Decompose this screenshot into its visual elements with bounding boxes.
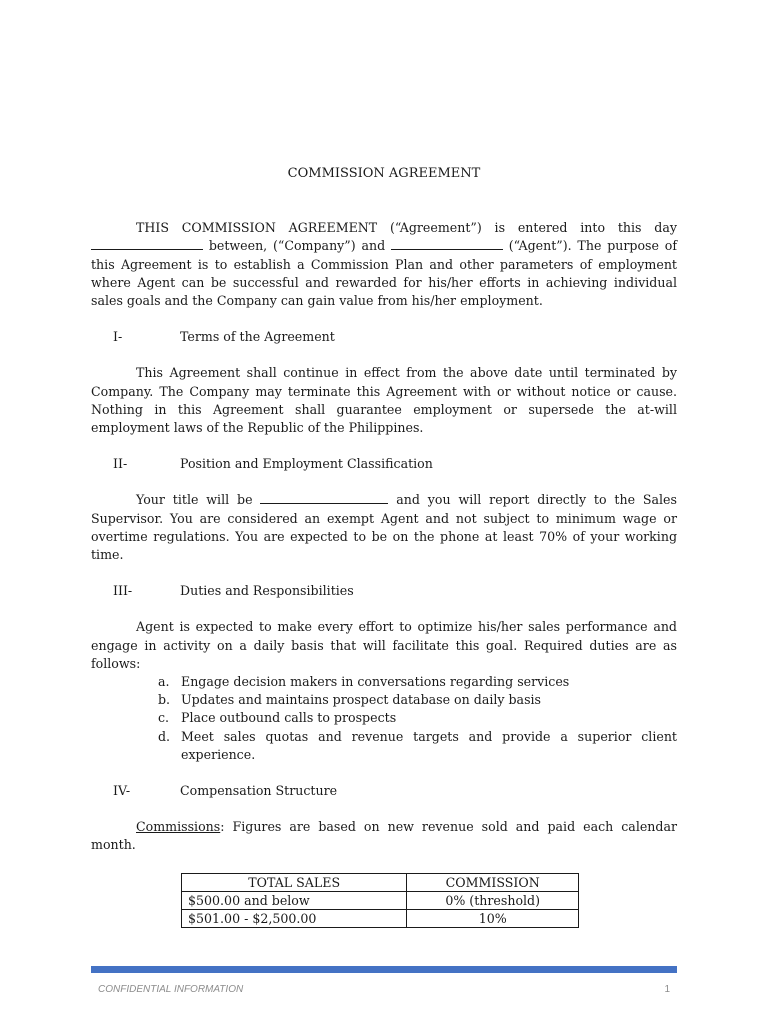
agent-name-blank: [391, 237, 503, 250]
list-item: [158, 691, 677, 709]
section-number: II-: [113, 456, 128, 472]
title-blank: [260, 491, 388, 504]
section-2-text-2: and you will report directly to the Sales Supervisor. You are considered an exempt Agent and not subject to minimum wage or overtime regulations. You are expected to be on the phone at least 70% of your working time.: [91, 492, 677, 563]
section-number: I-: [113, 329, 123, 345]
section-heading-1: [91, 328, 677, 346]
footer-confidential-label: CONFIDENTIAL INFORMATION: [98, 984, 244, 995]
intro-paragraph: [91, 219, 677, 310]
page-number: 1: [664, 984, 670, 995]
document-body: [91, 165, 677, 928]
table-row: [182, 891, 579, 909]
table-cell: $500.00 and below: [182, 891, 407, 909]
section-heading-4: [91, 782, 677, 800]
list-marker: c.: [158, 710, 170, 726]
commissions-paragraph: [91, 818, 677, 854]
section-number: III-: [113, 583, 133, 599]
section-heading-3: [91, 582, 677, 600]
commissions-label: Commissions: [136, 819, 221, 835]
table-header-row: [182, 873, 579, 891]
section-title: Compensation Structure: [180, 783, 338, 799]
duties-list: [91, 673, 677, 764]
document-title: COMMISSION AGREEMENT: [287, 166, 481, 181]
table-cell: 10%: [407, 909, 579, 927]
section-number: IV-: [113, 783, 131, 799]
list-item-text: Updates and maintains prospect database on daily basis: [181, 692, 542, 708]
list-marker: d.: [158, 728, 171, 744]
list-item-text: Meet sales quotas and revenue targets and provide a superior client experience.: [181, 728, 677, 762]
column-header-total-sales: TOTAL SALES: [182, 873, 407, 891]
list-item-text: Place outbound calls to prospects: [181, 710, 397, 726]
list-marker: b.: [158, 692, 171, 708]
section-2-body: [91, 491, 677, 564]
column-header-commission: COMMISSION: [407, 873, 579, 891]
section-1-body: This Agreement shall continue in effect from the above date until terminated by Company. The Company may terminate this Agreement with or without notice or cause. Nothing in this Agreement shall guarantee employment or supersede the at-will employment laws of the Republic of the Philippines.: [91, 365, 677, 436]
date-blank: [91, 237, 203, 250]
list-item: [158, 709, 677, 727]
intro-text-1: THIS COMMISSION AGREEMENT (“Agreement”) is entered into this day: [136, 220, 677, 236]
commission-table: [181, 873, 579, 928]
intro-text-2: between, (“Company”) and: [208, 238, 386, 254]
section-heading-2: [91, 455, 677, 473]
commissions-text: : Figures are based on new revenue sold and paid each calendar month.: [91, 819, 677, 853]
section-title: Duties and Responsibilities: [180, 583, 354, 599]
intro-text-3: (“Agent”). The purpose of this Agreement is to establish a Commission Plan and other parameters of employment where Agent can be successful and rewarded for his/her efforts in achieving individual sales goals and the Company can gain value from his/her employment.: [91, 238, 677, 309]
list-marker: a.: [158, 674, 170, 690]
list-item: [158, 673, 677, 691]
table-row: [182, 909, 579, 927]
section-title: Position and Employment Classification: [180, 456, 433, 472]
list-item-text: Engage decision makers in conversations regarding services: [181, 674, 570, 690]
table-cell: 0% (threshold): [407, 891, 579, 909]
footer-divider: [91, 966, 677, 973]
list-item: [158, 728, 677, 764]
section-3-body: Agent is expected to make every effort to optimize his/her sales performance and engage in activity on a daily basis that will facilitate this goal. Required duties are as follows:: [91, 619, 677, 671]
section-2-text-1: Your title will be: [136, 492, 253, 508]
table-cell: $501.00 - $2,500.00: [182, 909, 407, 927]
page-footer: [98, 984, 670, 995]
section-title: Terms of the Agreement: [180, 329, 335, 345]
